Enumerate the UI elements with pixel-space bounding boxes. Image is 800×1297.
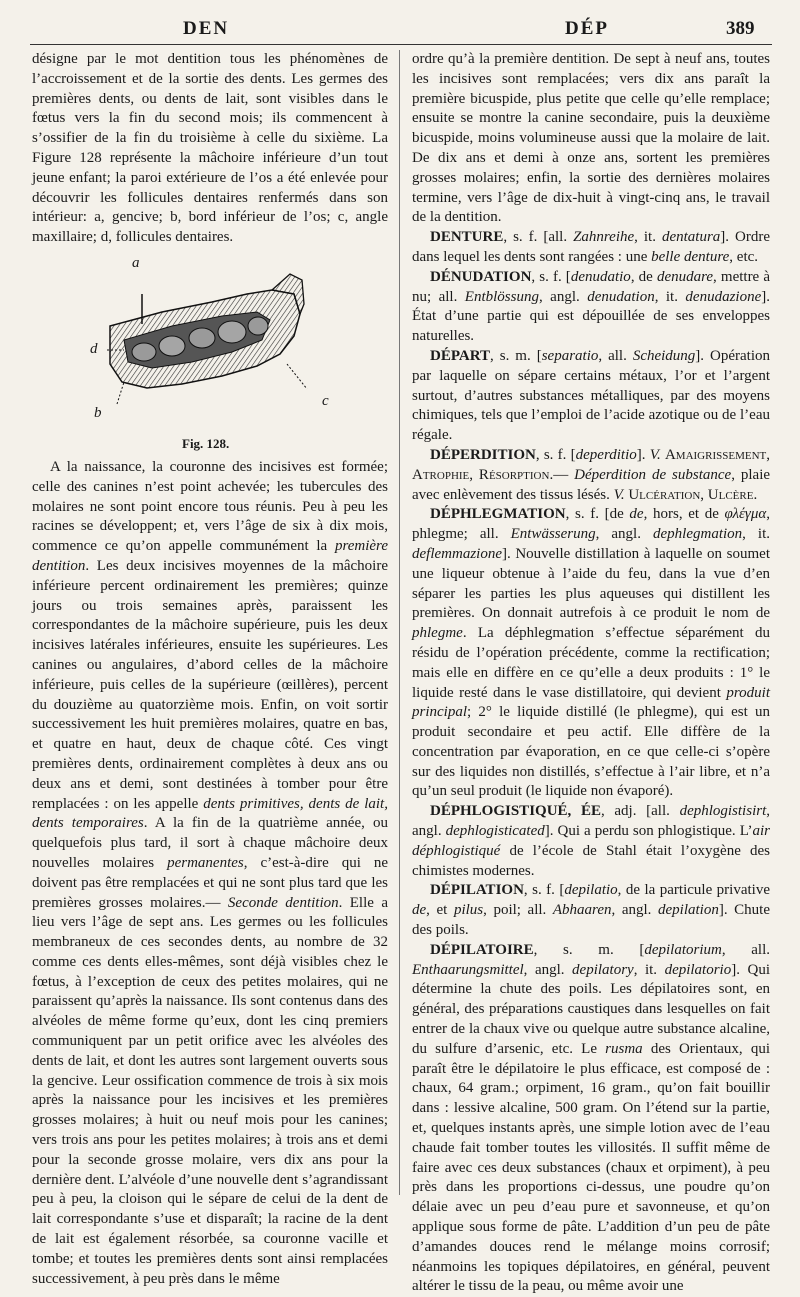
text-run: première dentition bbox=[32, 538, 388, 574]
cross-reference: Amaigrissement, Atrophie, Résorption bbox=[412, 446, 770, 483]
text-run: dents primitives, dents de lait, dents temporaires bbox=[32, 795, 388, 832]
text-run: denudatio bbox=[570, 268, 631, 285]
text-run: Entwässerung bbox=[510, 526, 596, 543]
text-run: phlegme bbox=[412, 625, 463, 642]
headword-dephlogistique: DÉPHLOGISTIQUÉ, ÉE bbox=[430, 803, 601, 820]
text-run: φλέγμα bbox=[724, 506, 767, 523]
text-run: denudare bbox=[656, 268, 714, 285]
headword-dephlegmation: DÉPHLEGMATION bbox=[430, 506, 566, 523]
text-run: . A la fin de la quatrième année, ou quelquefois plus tard, il sort à chaque mâchoire deux nouvelles molaires bbox=[32, 815, 388, 871]
text-run: , it. bbox=[654, 288, 686, 305]
text-run: , s. m. [ bbox=[533, 941, 645, 958]
text-run: deperditio bbox=[575, 446, 637, 463]
entry-denture bbox=[412, 228, 770, 268]
text-run: , etc. bbox=[729, 248, 759, 265]
text-run: V. bbox=[649, 446, 661, 463]
text-run: ]. État d’une partie qui est dépouillée de ses enveloppes naturelles. bbox=[412, 288, 770, 345]
text-run: depilation bbox=[658, 902, 719, 919]
left-column bbox=[32, 50, 388, 1289]
text-run: , adj. [all. bbox=[600, 803, 680, 820]
text-run: , it. bbox=[634, 229, 662, 246]
headword-denture: DENTURE bbox=[430, 229, 504, 246]
figure-label-a: a bbox=[132, 254, 140, 271]
text-run: , phlegme; all. bbox=[412, 506, 770, 543]
text-run: Abhaaren bbox=[552, 902, 612, 919]
right-column bbox=[412, 50, 770, 1297]
text-run: Déperdition de substance bbox=[574, 466, 732, 483]
entry-dephlogistique bbox=[412, 802, 770, 881]
text-run: permanentes bbox=[167, 854, 244, 871]
text-run: ]. bbox=[636, 446, 650, 463]
cross-reference: Ulcération, Ulcère bbox=[628, 486, 754, 503]
text-run: , it. bbox=[742, 526, 771, 543]
figure-label-d: d bbox=[90, 340, 98, 357]
text-run: ]. Qui détermine la chute des poils. Les dépilatoires sont, en général, des préparations caustiques dans lesquelles on fait entrer de la chaux vive ou quelque autre substance alcaline, du sulfure d’arsenic, etc. Le bbox=[412, 961, 770, 1057]
text-run: , s. f. [de bbox=[565, 506, 630, 523]
running-header bbox=[0, 18, 800, 46]
headword-depilation: DÉPILATION bbox=[430, 882, 524, 899]
header-right-word: DÉP bbox=[565, 18, 609, 39]
text-run: , angl. bbox=[595, 526, 653, 543]
text-run: , s. m. [ bbox=[490, 347, 542, 364]
text-run: V. bbox=[613, 486, 625, 503]
text-run: .— bbox=[549, 466, 575, 483]
jaw-illustration bbox=[32, 254, 388, 434]
entry-dephlegmation bbox=[412, 505, 770, 802]
text-run: , angl. bbox=[538, 288, 588, 305]
dentition-paragraph-2 bbox=[32, 458, 388, 1289]
text-run: des Orientaux, qui paraît être le dépilatoire le plus efficace, est composé de : chaux, 64 gram.; orpiment, 16 gram., qu’on fait bouillir dans : lessive alcaline, 500 gram. On l’étend sur la partie, et, quelques instants après, une simple lotion avec de l’eau chaude fait tomber toutes les villosités. Il suffit même de faire avec ces deux substances (chaux et orpiment), à peu près dans les proportions ci-dessus, une poudre qu’on délaie avec un peu d’eau pure et savonneuse, et qu’on applique sous forme de pâte. L’addition d’un peu de pâte d’amandes douces rend le mélange moins corrosif; néanmoins les topiques dépilatoires, en général, peuvent altérer le tissu de la peau, ou même avoir une bbox=[412, 1040, 770, 1295]
text-run: Seconde dentition bbox=[227, 894, 339, 911]
text-run: , mettre à nu; all. bbox=[412, 268, 770, 305]
text-run: separatio bbox=[541, 347, 599, 364]
headword-deperdition: DÉPERDITION bbox=[430, 446, 536, 463]
text-run: Scheidung bbox=[632, 347, 696, 364]
text-run: depilatory bbox=[572, 961, 634, 978]
text-run: dephlogistisirt bbox=[679, 803, 767, 820]
dentition-continuation: ordre qu’à la première dentition. De sept à neuf ans, toutes les incisives sont remplacées; vers dix ans paraît la première bicuspide, plus petite que celle qu’elle remplace; ensuite se montre la canine secondaire, puis la deuxième bicuspide, moins volumineuse aussi que la molaire de lait. De dix ans et demi à onze ans, sortent les premières grosses molaires; enfin, la sortie des dernières molaires termine, vers l’âge de dix-huit à vingt-cinq ans, le travail de la dentition. bbox=[412, 51, 770, 226]
page-number: 389 bbox=[726, 18, 755, 39]
text-run: depilatorium bbox=[644, 941, 722, 958]
text-run: , angl. bbox=[523, 961, 573, 978]
text-run: , s. f. [ bbox=[531, 268, 571, 285]
text-run: , de bbox=[630, 268, 657, 285]
figure-label-b: b bbox=[94, 404, 102, 421]
text-run: , c’est-à-dire qui ne doivent pas être remplacées et qui ne sont plus tard que les premières grosses molaires.— bbox=[32, 854, 388, 911]
headword-denudation: DÉNUDATION bbox=[430, 268, 532, 285]
text-run: belle denture bbox=[651, 248, 730, 265]
text-run: dephlogisticated bbox=[445, 823, 545, 840]
text-run: depilatorio bbox=[664, 961, 732, 978]
header-left-word: DEN bbox=[183, 18, 230, 39]
text-run: denudation bbox=[587, 288, 655, 305]
text-run: ]. Opération par laquelle on sépare certains métaux, l’or et l’argent surtout, d’autres substances métalliques, par des moyens chimiques, tels que l’emploi de l’acide azotique ou de l’eau régale. bbox=[412, 347, 770, 444]
dentition-paragraph-1: désigne par le mot dentition tous les phénomènes de l’accroissement et de la sortie des dents. Les germes des premières dents, ou dents de lait, sont visibles dans le fœtus vers la fin du second mois; ils commencent à s’ossifier de la fin du troisième à celle du sixième. La Figure 128 représente la mâchoire inférieure d’un tout jeune enfant; la paroi extérieure de l’os a été enlevée pour découvrir les follicules dentaires renfermés dans son intérieur: a, gencive; b, bord inférieur de l’os; c, angle maxillaire; d, follicules dentaires. bbox=[32, 51, 388, 246]
text-run: , hors, et de bbox=[643, 506, 725, 523]
text-run: Enthaarungsmittel bbox=[412, 961, 524, 978]
text-run: rusma bbox=[605, 1040, 643, 1057]
text-run: , all. bbox=[598, 347, 633, 364]
text-run: dephlegmation bbox=[653, 526, 743, 543]
text-run: depilatio bbox=[564, 882, 618, 899]
text-run: , all. bbox=[721, 941, 771, 958]
entry-depart bbox=[412, 347, 770, 446]
text-run: , s. f. [ bbox=[523, 882, 565, 899]
text-run: . Les deux incisives moyennes de la mâchoire inférieure percent ordinairement les premières; quinze jours ou trois semaines après, paraissent les correspondantes de la mâchoire supérieure, puis les deux incisives latérales inférieures, ensuite les supérieures. Les canines ou angulaires, d’abord celles de la mâchoire inférieure, puis celles de la supérieure (œillères), percent du douzième au quatorzième mois. Enfin, on voit sortir successivement les huit premières molaires, quatre en bas, et quatre en haut, deux de chaque côté. Ces vingt premières dents, ordinairement complètes à deux ans ou deux ans et demi, sont destinées à tomber pour être remplacées : on les appelle bbox=[32, 557, 388, 812]
text-run: pilus bbox=[453, 902, 484, 919]
text-run: ]. Ordre dans lequel les dents sont rangées : une bbox=[412, 229, 770, 265]
header-rule bbox=[30, 44, 772, 45]
figure-caption: Fig. 128. bbox=[182, 435, 230, 451]
column-divider bbox=[399, 50, 400, 1195]
text-run: , angl. bbox=[412, 803, 770, 840]
text-run: , plaie avec enlèvement des tissus lésés. bbox=[412, 466, 771, 503]
headword-depilatoire: DÉPILATOIRE bbox=[430, 941, 534, 958]
text-run: , s. f. [all. bbox=[503, 229, 574, 246]
text-run: dentatura bbox=[661, 229, 721, 246]
text-run: Entblössung bbox=[464, 288, 539, 305]
text-run: denudazione bbox=[685, 288, 762, 305]
text-run: ]. Chute des poils. bbox=[412, 902, 771, 939]
text-run: air déphlogistiqué bbox=[412, 823, 771, 859]
figure-128 bbox=[32, 254, 388, 454]
text-run: , de la particule privative bbox=[617, 882, 770, 899]
entry-deperdition bbox=[412, 446, 770, 505]
headword-depart: DÉPART bbox=[430, 347, 491, 364]
text-run: , s. f. [ bbox=[535, 446, 576, 463]
text-run: A la naissance, la couronne des incisives est formée; celle des canines n’est point achevée; les tubercules des molaires ne sont point encore tous réunis. Peu à peu les racines se développent; et, vers l’âge de six à dix mois, commence ce qu’on appelle communément la bbox=[32, 458, 388, 555]
text-run: , et bbox=[426, 902, 454, 919]
figure-label-c: c bbox=[322, 392, 329, 409]
text-run: . bbox=[753, 486, 758, 503]
text-run: deflemmazione bbox=[412, 545, 502, 562]
text-run: de bbox=[412, 902, 427, 919]
text-run: ]. Qui a perdu son phlogistique. L’ bbox=[544, 823, 753, 840]
entry-depilatoire bbox=[412, 941, 770, 1297]
text-run: Zahnreihe bbox=[573, 229, 635, 246]
text-run: ; 2° le liquide distillé (le phlegme), qui est un produit secondaire et peu actif. Elle diffère de la concentration par évaporation, en ce que celle-ci s’opère sur des liquides non distillés, s’effectue à l’air libre, et n’a qu’un seul produit (le liquide non évaporé). bbox=[412, 704, 770, 800]
entry-denudation bbox=[412, 268, 770, 347]
text-run: , angl. bbox=[611, 902, 659, 919]
text-run: . Elle a lieu vers l’âge de sept ans. Les germes ou les follicules membraneux de ces secondes dents, au nombre de 32 comme ces dents elles-mêmes, sont déjà visibles chez le fœtus, à l’exception de ceux des petites molaires, qui ne paraissent qu’après la naissance. Ils sont contenus dans des alvéoles de même forme qu’eux, dont les cinq premiers communiquent par un petit orifice avec les alvéoles des dents de lait, et dont les autres sont largement ouverts sous la gencive. Leur ossification commence de trois à six mois après la naissance pour les incisives et les premières grosses molaires; à huit ou neuf mois pour les canines; vers trois ans pour les petites molaires; à trois ans et demi pour la seconde grosse molaire, vers dix ans pour la dernière dent. L’alvéole d’une nouvelle dent s’agrandissant peu à peu, la cloison qui le sépare de celui de la dent de lait correspondante s’use et disparaît; la racine de la dent de lait est également résorbée, sa couronne vacille et tombe; et toutes les premières dents sont ainsi remplacées successivement, à peu près dans le même bbox=[32, 894, 388, 1287]
text-run: de bbox=[629, 506, 644, 523]
text-run: , poil; all. bbox=[483, 902, 553, 919]
entry-depilation bbox=[412, 881, 770, 940]
text-run: , it. bbox=[633, 961, 665, 978]
text-run: . La déphlegmation s’effectue séparément du résidu de l’opération précédente, comme la rectification; mais elle en diffère en ce qu’elle a deux produits : 1° le liquide resté dans le vase distillatoire, qui devient bbox=[412, 625, 770, 701]
text-run: ]. Nouvelle distillation à laquelle on soumet une liqueur obtenue à l’aide du feu, dans la vue d’en séparer les parties les plus aqueuses qui distillent les premières. On donnait autrefois à ce produit le nom de bbox=[412, 545, 770, 622]
text-run: de l’école de Stahl était l’oxygène des chimistes modernes. bbox=[412, 842, 770, 879]
text-run: produit principal bbox=[412, 684, 770, 721]
